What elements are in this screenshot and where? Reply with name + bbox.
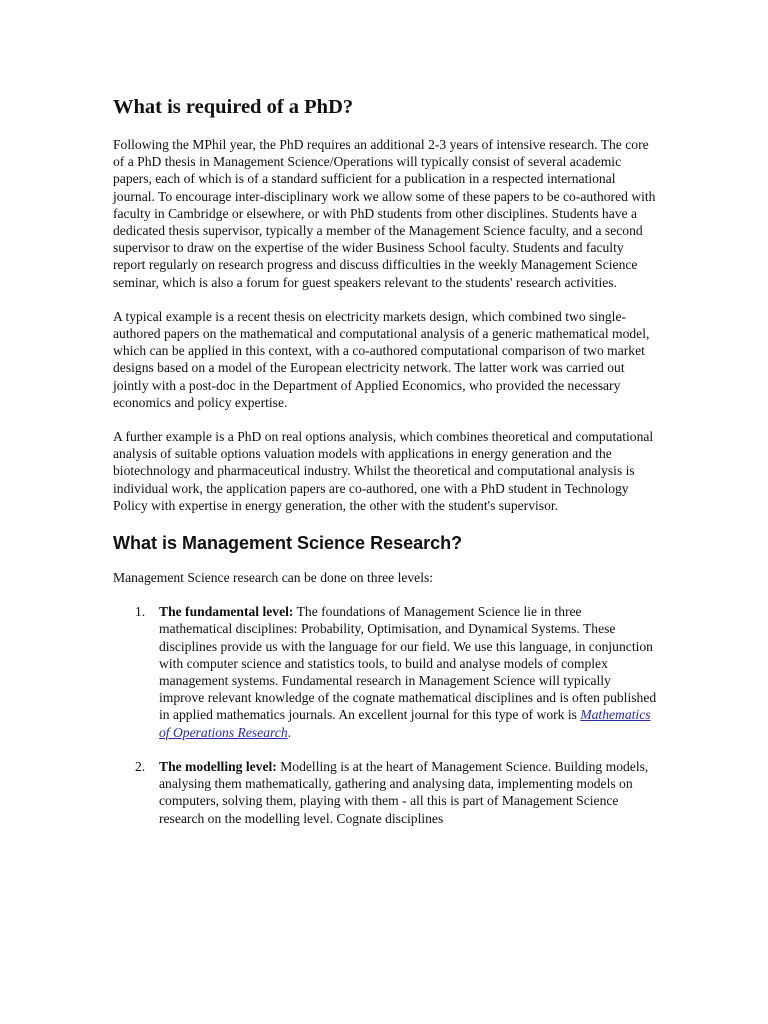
list-item-period: . <box>287 724 292 740</box>
research-levels-list <box>113 603 658 826</box>
paragraph-further-example: A further example is a PhD on real options analysis, which combines theoretical and computational analysis of suitable options valuation models with applications in energy generation and the biotechnology and pharmaceutical industry. Whilst the theoretical and computational analysis is individual work, the application papers are co-authored, one with a PhD student in Technology Policy with expertise in energy generation, the other with the student's supervisor. <box>113 429 654 513</box>
list-item-modelling-level <box>113 758 658 827</box>
list-item-term: The modelling level: <box>159 758 277 774</box>
document-content <box>113 95 658 844</box>
paragraph-research-intro: Management Science research can be done on three levels: <box>113 570 434 586</box>
paragraph-phd-requirements: Following the MPhil year, the PhD requires an additional 2-3 years of intensive research. The core of a PhD thesis in Management Science/Operations will typically consist of several academic papers, each of which is of a standard sufficient for a publication in a respected international journal. To encourage inter-disciplinary work we allow some of these papers to be co-authored with faculty in Cambridge or elsewhere, or with PhD students from other disciplines. Students have a dedicated thesis supervisor, typically a member of the Management Science faculty, and a second supervisor to draw on the expertise of the wider Business School faculty. Students and faculty report regularly on research progress and discuss difficulties in the weekly Management Science seminar, which is also a forum for guest speakers relevant to the students' research activities. <box>113 137 656 290</box>
list-number: 1. <box>135 604 146 620</box>
paragraph-typical-example: A typical example is a recent thesis on electricity markets design, which combined two single-authored papers on the mathematical and computational analysis of a generic mathematical model, which can be applied in this context, with a co-authored computational comparison of two market designs based on a model of the European electricity network. The latter work was carried out jointly with a post-doc in the Department of Applied Economics, who provided the necessary economics and policy expertise. <box>113 308 650 410</box>
list-item-text: The foundations of Management Science lie in three mathematical disciplines: Probability, Optimisation, and Dynamical Systems. These disciplines provide us with the language for our field. We use this language, in conjunction with computer science and statistics tools, to build and analyse models of complex management systems. Fundamental research in Management Science will typically improve relevant knowledge of the cognate mathematical disciplines and is often published in applied mathematics journals. An excellent journal for this type of work is <box>159 604 657 723</box>
list-item-term: The fundamental level: <box>159 604 294 620</box>
journal-link[interactable]: Mathematics of Operations Research <box>159 707 651 740</box>
section-heading-research: What is Management Science Research? <box>113 533 463 554</box>
list-item-fundamental-level <box>113 603 658 741</box>
section-heading-phd: What is required of a PhD? <box>113 96 354 118</box>
list-number: 2. <box>135 758 146 774</box>
list-item-text: Modelling is at the heart of Management Science. Building models, analysing them mathematically, gathering and analysing data, implementing models on computers, solving them, playing with them - all this is part of Management Science research on the modelling level. Cognate disciplines <box>159 758 649 826</box>
